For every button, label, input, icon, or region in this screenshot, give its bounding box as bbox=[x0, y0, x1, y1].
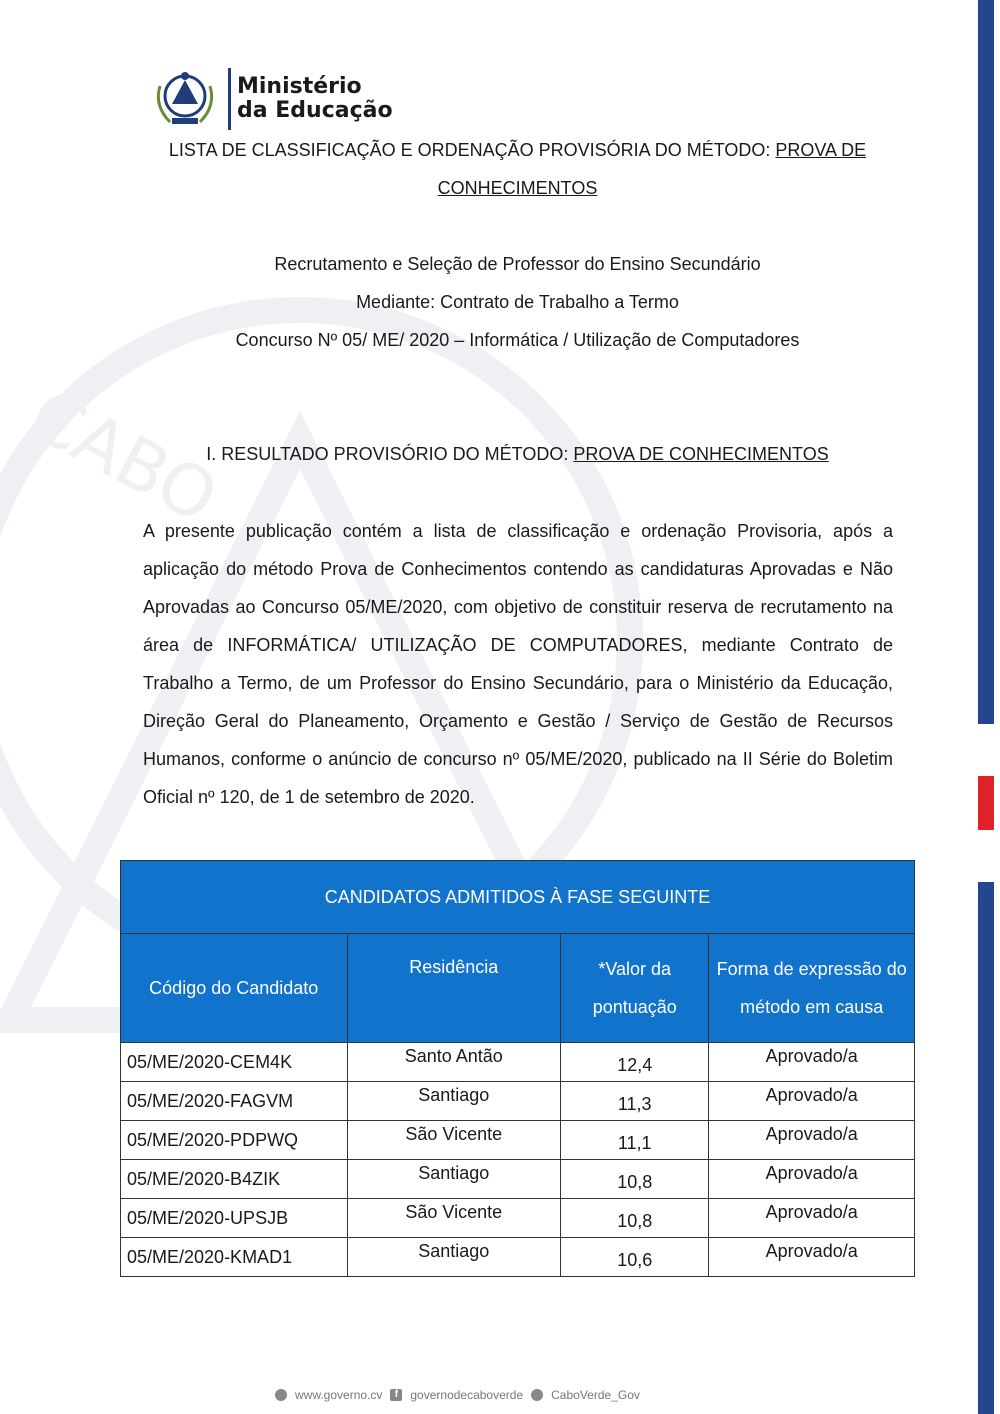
twitter-icon bbox=[531, 1389, 543, 1401]
side-bar-blue-bottom bbox=[978, 882, 994, 1414]
cell-residence: Santo Antão bbox=[347, 1043, 561, 1082]
cell-code: 05/ME/2020-PDPWQ bbox=[121, 1121, 348, 1160]
table-title-row bbox=[121, 861, 915, 934]
facebook-icon: f bbox=[390, 1389, 402, 1401]
subtitle-line-2: Mediante: Contrato de Trabalho a Termo bbox=[356, 292, 679, 312]
column-header-residence: Residência bbox=[347, 934, 561, 1043]
svg-text:CABO: CABO bbox=[16, 373, 231, 540]
footer-facebook[interactable]: governodecaboverde bbox=[410, 1388, 524, 1402]
subtitle-line-1: Recrutamento e Seleção de Professor do Ensino Secundário bbox=[274, 254, 761, 274]
cell-score: 10,8 bbox=[561, 1199, 709, 1238]
cell-result: Aprovado/a bbox=[709, 1199, 915, 1238]
globe-icon bbox=[275, 1389, 287, 1401]
cell-code: 05/ME/2020-CEM4K bbox=[121, 1043, 348, 1082]
document-title-line-2 bbox=[120, 178, 915, 199]
side-bar-red bbox=[978, 776, 994, 830]
cell-code: 05/ME/2020-UPSJB bbox=[121, 1199, 348, 1238]
logo-line-2: da Educação bbox=[237, 98, 393, 123]
cell-score: 11,3 bbox=[561, 1082, 709, 1121]
page-footer bbox=[275, 1388, 695, 1402]
body-paragraph: A presente publicação contém a lista de classificação e ordenação Provisoria, após a aplicação do método Prova de Conhecimentos contendo as candidaturas Aprovadas e Não Aprovadas ao Concurso 05/ME/2020, com objetivo de constituir reserva de recrutamento na área de INFORMÁTICA/ UTILIZAÇÃO DE COMPUTADORES, mediante Contrato de Trabalho a Termo, de um Professor do Ensino Secundário, para o Ministério da Educação, Direção Geral do Planeamento, Orçamento e Gestão / Serviço de Gestão de Recursos Humanos, conforme o anúncio de concurso nº 05/ME/2020, publicado na II Série do Boletim Oficial nº 120, de 1 de setembro de 2020. bbox=[143, 521, 893, 807]
cell-residence: São Vicente bbox=[347, 1121, 561, 1160]
cell-result: Aprovado/a bbox=[709, 1043, 915, 1082]
cell-result: Aprovado/a bbox=[709, 1238, 915, 1277]
cell-residence: São Vicente bbox=[347, 1199, 561, 1238]
cell-residence: Santiago bbox=[347, 1082, 561, 1121]
cell-residence: Santiago bbox=[347, 1160, 561, 1199]
cell-score: 12,4 bbox=[561, 1043, 709, 1082]
ministry-logo bbox=[148, 64, 408, 134]
table-row bbox=[121, 1043, 915, 1082]
cell-code: 05/ME/2020-KMAD1 bbox=[121, 1238, 348, 1277]
column-header-code: Código do Candidato bbox=[121, 934, 348, 1043]
cell-result: Aprovado/a bbox=[709, 1160, 915, 1199]
footer-twitter[interactable]: CaboVerde_Gov bbox=[551, 1388, 640, 1402]
cell-result: Aprovado/a bbox=[709, 1082, 915, 1121]
footer-website[interactable]: www.governo.cv bbox=[295, 1388, 383, 1402]
table-header-row bbox=[121, 934, 915, 1043]
section-heading bbox=[120, 444, 915, 465]
title-underlined-1: PROVA DE bbox=[775, 140, 867, 160]
cell-result: Aprovado/a bbox=[709, 1121, 915, 1160]
table-title: CANDIDATOS ADMITIDOS À FASE SEGUINTE bbox=[121, 861, 915, 934]
section-underlined: PROVA DE CONHECIMENTOS bbox=[573, 444, 829, 464]
cell-code: 05/ME/2020-B4ZIK bbox=[121, 1160, 348, 1199]
logo-line-1: Ministério bbox=[237, 74, 362, 99]
table-row bbox=[121, 1121, 915, 1160]
table-row bbox=[121, 1160, 915, 1199]
column-header-method: Forma de expressão do método em causa bbox=[709, 934, 915, 1043]
results-table bbox=[120, 860, 915, 1277]
coat-of-arms-icon bbox=[148, 66, 222, 132]
document-title-line-1 bbox=[120, 140, 915, 161]
column-header-score: *Valor da pontuação bbox=[561, 934, 709, 1043]
cell-score: 10,6 bbox=[561, 1238, 709, 1277]
cell-residence: Santiago bbox=[347, 1238, 561, 1277]
section-prefix: I. RESULTADO PROVISÓRIO DO MÉTODO: bbox=[206, 444, 574, 464]
title-underlined-2: CONHECIMENTOS bbox=[437, 178, 598, 198]
cell-score: 10,8 bbox=[561, 1160, 709, 1199]
table-row bbox=[121, 1199, 915, 1238]
cell-code: 05/ME/2020-FAGVM bbox=[121, 1082, 348, 1121]
subtitle-line-3: Concurso Nº 05/ ME/ 2020 – Informática / Utilização de Computadores bbox=[235, 330, 800, 350]
table-row bbox=[121, 1082, 915, 1121]
title-prefix: LISTA DE CLASSIFICAÇÃO E ORDENAÇÃO PROVISÓRIA DO MÉTODO: bbox=[168, 140, 776, 160]
cell-score: 11,1 bbox=[561, 1121, 709, 1160]
table-row bbox=[121, 1238, 915, 1277]
side-bar-blue-top bbox=[978, 0, 994, 724]
logo-divider bbox=[228, 68, 231, 130]
